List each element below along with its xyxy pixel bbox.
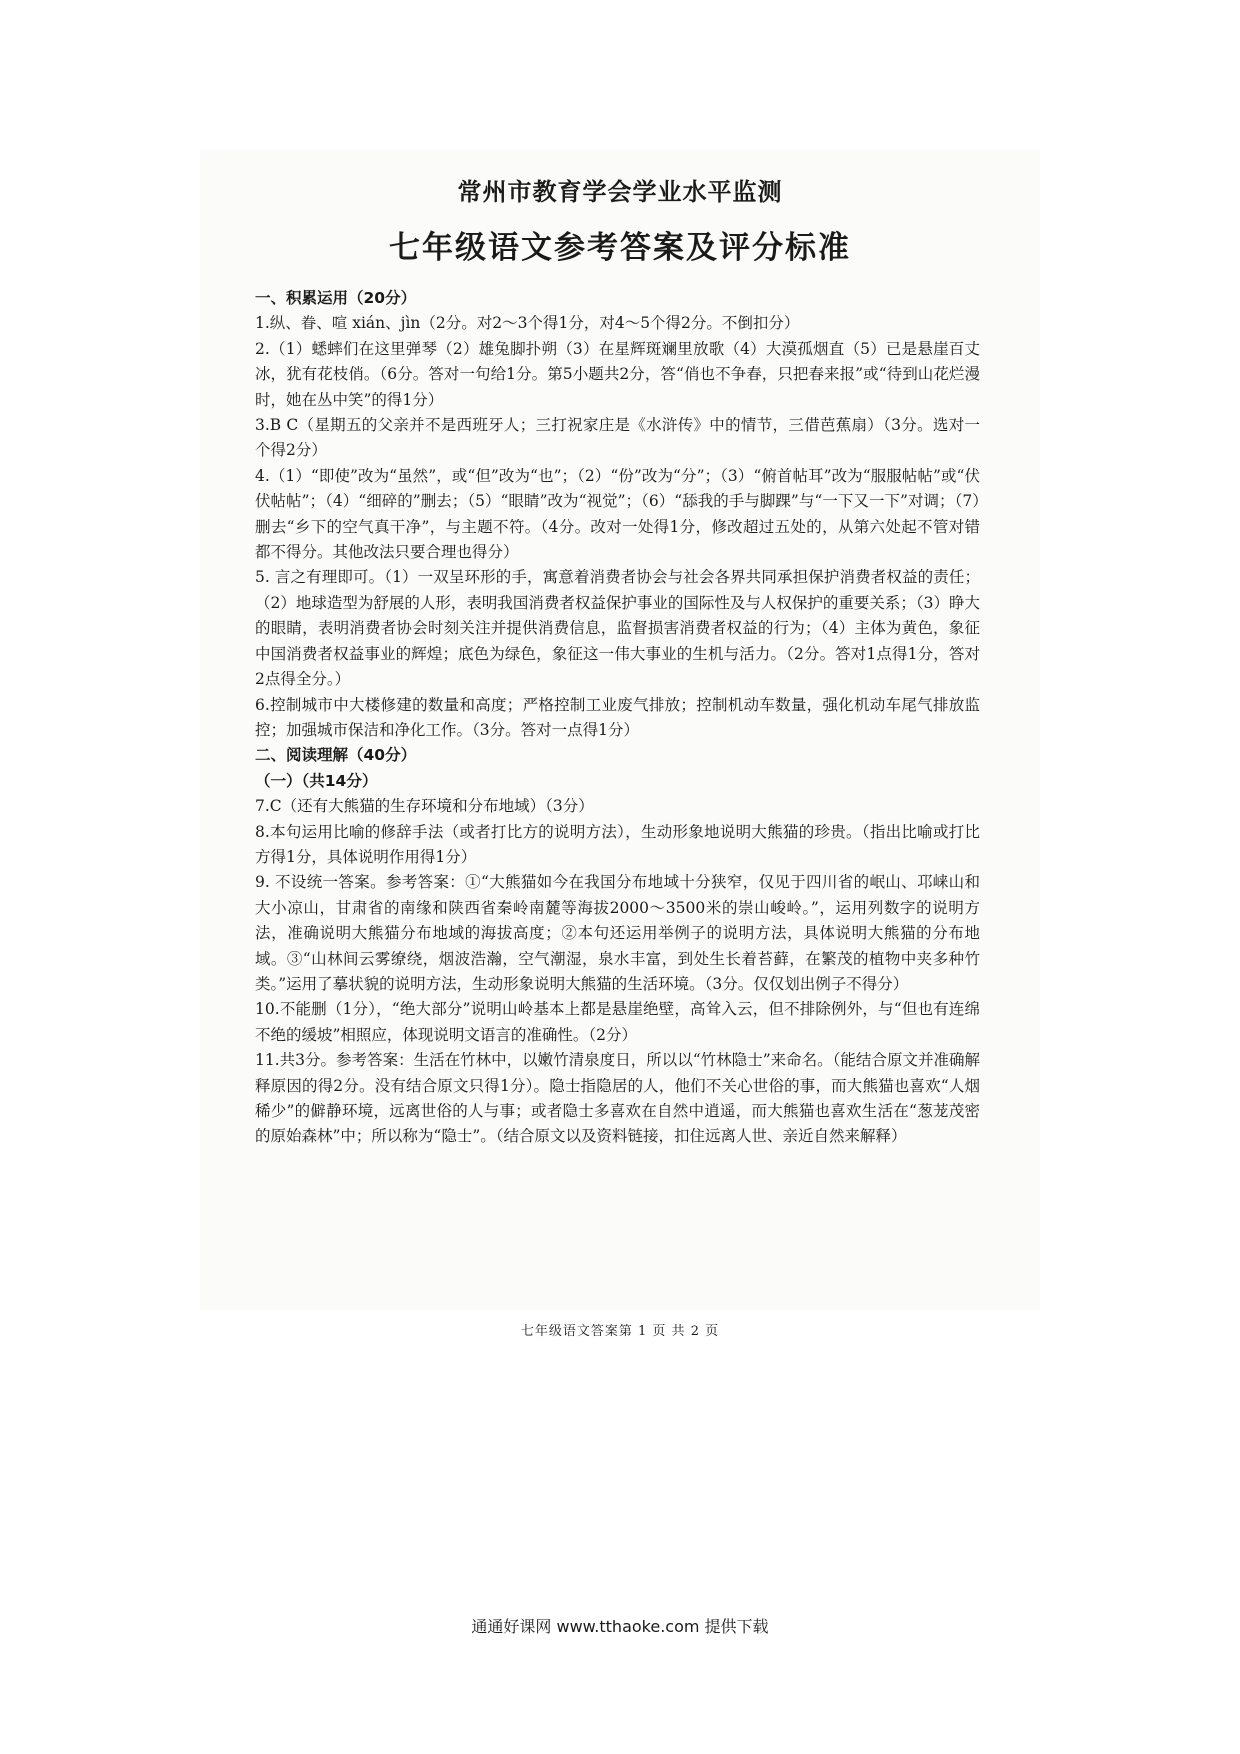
answer-item: 6.控制城市中大楼修建的数量和高度；严格控制工业废气排放；控制机动车数量，强化机动车尾气排放监控；加强城市保洁和净化工作。（3分。答对一点得1分） bbox=[255, 695, 980, 739]
answer-item: 5. 言之有理即可。（1）一双呈环形的手，寓意着消费者协会与社会各界共同承担保护消费者权益的责任；（2）地球造型为舒展的人形，表明我国消费者权益保护事业的国际性及与人权保护的重要关系；（3）睁大的眼睛，表明消费者协会时刻关注并提供消费信息，监督损害消费者权益的行为；（4）主体为黄色，象征中国消费者权益事业的辉煌；底色为绿色，象征这一伟大事业的生机与活力。（2分。答对1点得1分，答对2点得全分。） bbox=[255, 568, 980, 689]
page-number-footer: 七年级语文答案第 1 页 共 2 页 bbox=[520, 1324, 720, 1339]
document-subtitle: 七年级语文参考答案及评分标准 bbox=[389, 230, 851, 266]
answer-item: 3.B C（星期五的父亲并不是西班牙人；三打祝家庄是《水浒传》中的情节，三借芭蕉扇）（3分。选对一个得2分） bbox=[255, 416, 980, 460]
document-title: 常州市教育学会学业水平监测 bbox=[457, 178, 783, 206]
answer-item: 4.（1）“即使”改为“虽然”，或“但”改为“也”；（2）“份”改为“分”；（3）“俯首帖耳”改为“服服帖帖”或“伏伏帖帖”；（4）“细碎的”删去；（5）“眼睛”改为“视觉”；（6）“舔我的手与脚踝”与“一下又一下”对调；（7）删去“乡下的空气真干净”，与主题不符。（4分。改对一处得1分，修改超过五处的，从第六处起不管对错都不得分。其他改法只要合理也得分） bbox=[255, 466, 980, 562]
section-heading: 二、阅读理解（40分） bbox=[255, 746, 417, 765]
answer-item: 11.共3分。参考答案：生活在竹林中，以嫩竹清泉度日，所以以“竹林隐士”来命名。（能结合原文并准确解释原因的得2分。没有结合原文只得1分）。隐士指隐居的人，他们不关心世俗的事，而大熊猫也喜欢“人烟稀少”的僻静环境，远离世俗的人与事；或者隐士多喜欢在自然中逍遥，而大熊猫也喜欢生活在“葱茏茂密的原始森林”中；所以称为“隐士”。（结合原文以及资料链接，扣住远离人世、亲近自然来解释） bbox=[255, 1051, 980, 1146]
answer-item: 10.不能删（1分），“绝大部分”说明山岭基本上都是悬崖绝壁，高耸入云，但不排除例外，与“但也有连绵不绝的缓坡”相照应，体现说明文语言的准确性。（2分） bbox=[255, 1000, 980, 1044]
answer-content bbox=[255, 286, 980, 1150]
answer-item: 2.（1）蟋蟀们在这里弹琴（2）雄兔脚扑朔（3）在星辉斑斓里放歌（4）大漠孤烟直（5）已是悬崖百丈冰，犹有花枝俏。（6分。答对一句给1分。第5小题共2分，答“俏也不争春，只把春来报”或“待到山花烂漫时，她在丛中笑”的得1分） bbox=[255, 339, 980, 409]
answer-item: 8.本句运用比喻的修辞手法（或者打比方的说明方法），生动形象地说明大熊猫的珍贵。（指出比喻或打比方得1分，具体说明作用得1分） bbox=[255, 822, 980, 866]
subsection-heading: （一）（共14分） bbox=[255, 771, 378, 790]
site-footer: 通通好课网 www.tthaoke.com 提供下载 bbox=[471, 1617, 769, 1636]
answer-item: 7.C（还有大熊猫的生存环境和分布地域）（3分） bbox=[255, 797, 594, 816]
answer-item: 1.纵、眷、喧 xián、jìn（2分。对2～3个得1分，对4～5个得2分。不倒扣分） bbox=[255, 314, 800, 333]
answer-item: 9. 不设统一答案。参考答案：①“大熊猫如今在我国分布地域十分狭窄，仅见于四川省的岷山、邛崃山和大小凉山，甘肃省的南缘和陕西省秦岭南麓等海拔2000～3500米的崇山峻岭。”，运用列数字的说明方法，准确说明大熊猫分布地域的海拔高度；②本句还运用举例子的说明方法，具体说明大熊猫的分布地域。③“山林间云雾缭绕，烟波浩瀚，空气潮湿，泉水丰富，到处生长着苔藓，在繁茂的植物中夹多种竹类。”运用了摹状貌的说明方法，生动形象说明大熊猫的生活环境。（3分。仅仅划出例子不得分） bbox=[255, 873, 980, 993]
section-heading: 一、积累运用（20分） bbox=[255, 289, 417, 307]
